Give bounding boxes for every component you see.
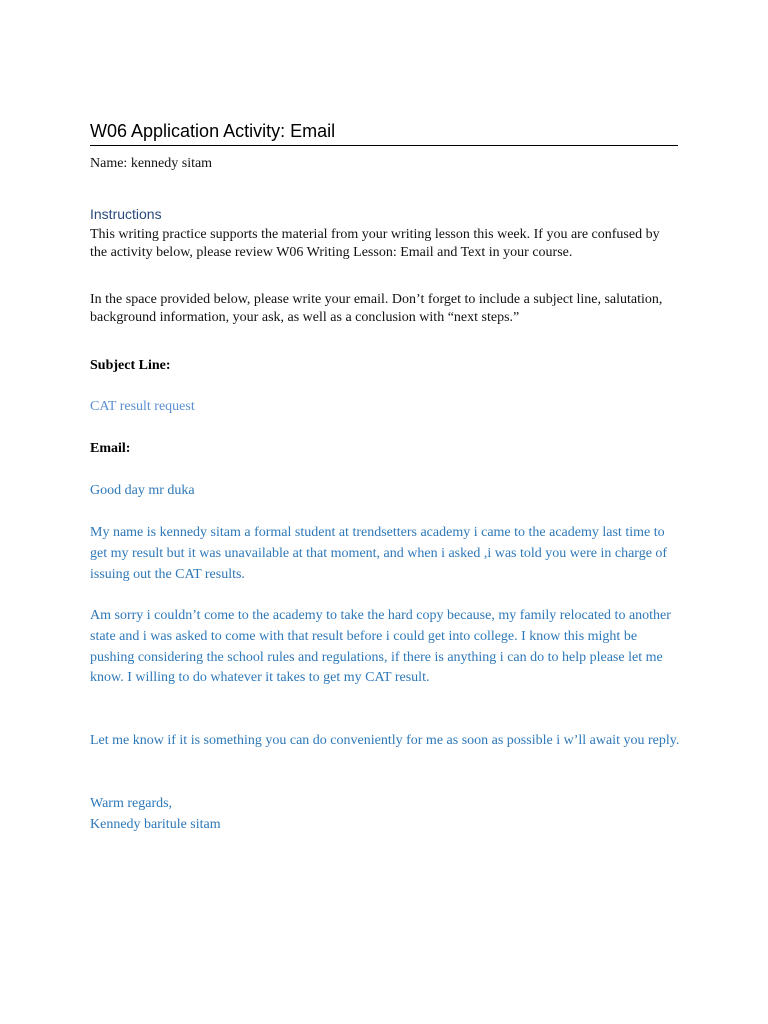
email-greeting: Good day mr duka [90, 483, 195, 498]
instructions-heading: Instructions [90, 206, 162, 222]
email-paragraph-2: Am sorry i couldn’t come to the academy to take the hard copy because, my family relocated to another state and i was asked to come with that result before i could get into college. I know this might be pushing considering the school rules and regulations, if there is anything i can do to help please let me know. I willing to do whatever it takes to get my CAT result. [90, 608, 671, 686]
subject-line-label: Subject Line: [90, 358, 171, 373]
student-name-line: Name: kennedy sitam [90, 156, 213, 171]
email-signature: Kennedy baritule sitam [90, 817, 221, 832]
email-closing: Warm regards, [90, 796, 173, 811]
email-label: Email: [90, 441, 131, 456]
email-paragraph-1: My name is kennedy sitam a formal student at trendsetters academy i came to the academy last time to get my result but it was unavailable at that moment, and when i asked ,i was told you were in charge of issuing out the CAT results. [90, 525, 668, 582]
email-paragraph-3: Let me know if it is something you can do conveniently for me as soon as possible i w’ll await you reply. [90, 733, 680, 748]
document-title: W06 Application Activity: Email [90, 120, 678, 146]
subject-line-value: CAT result request [90, 399, 195, 414]
instructions-paragraph-1: This writing practice supports the material from your writing lesson this week. If you are confused by the activity below, please review W06 Writing Lesson: Email and Text in your course. [90, 227, 660, 261]
instructions-paragraph-2: In the space provided below, please write your email. Don’t forget to include a subject line, salutation, background information, your ask, as well as a conclusion with “next steps.” [90, 292, 663, 326]
